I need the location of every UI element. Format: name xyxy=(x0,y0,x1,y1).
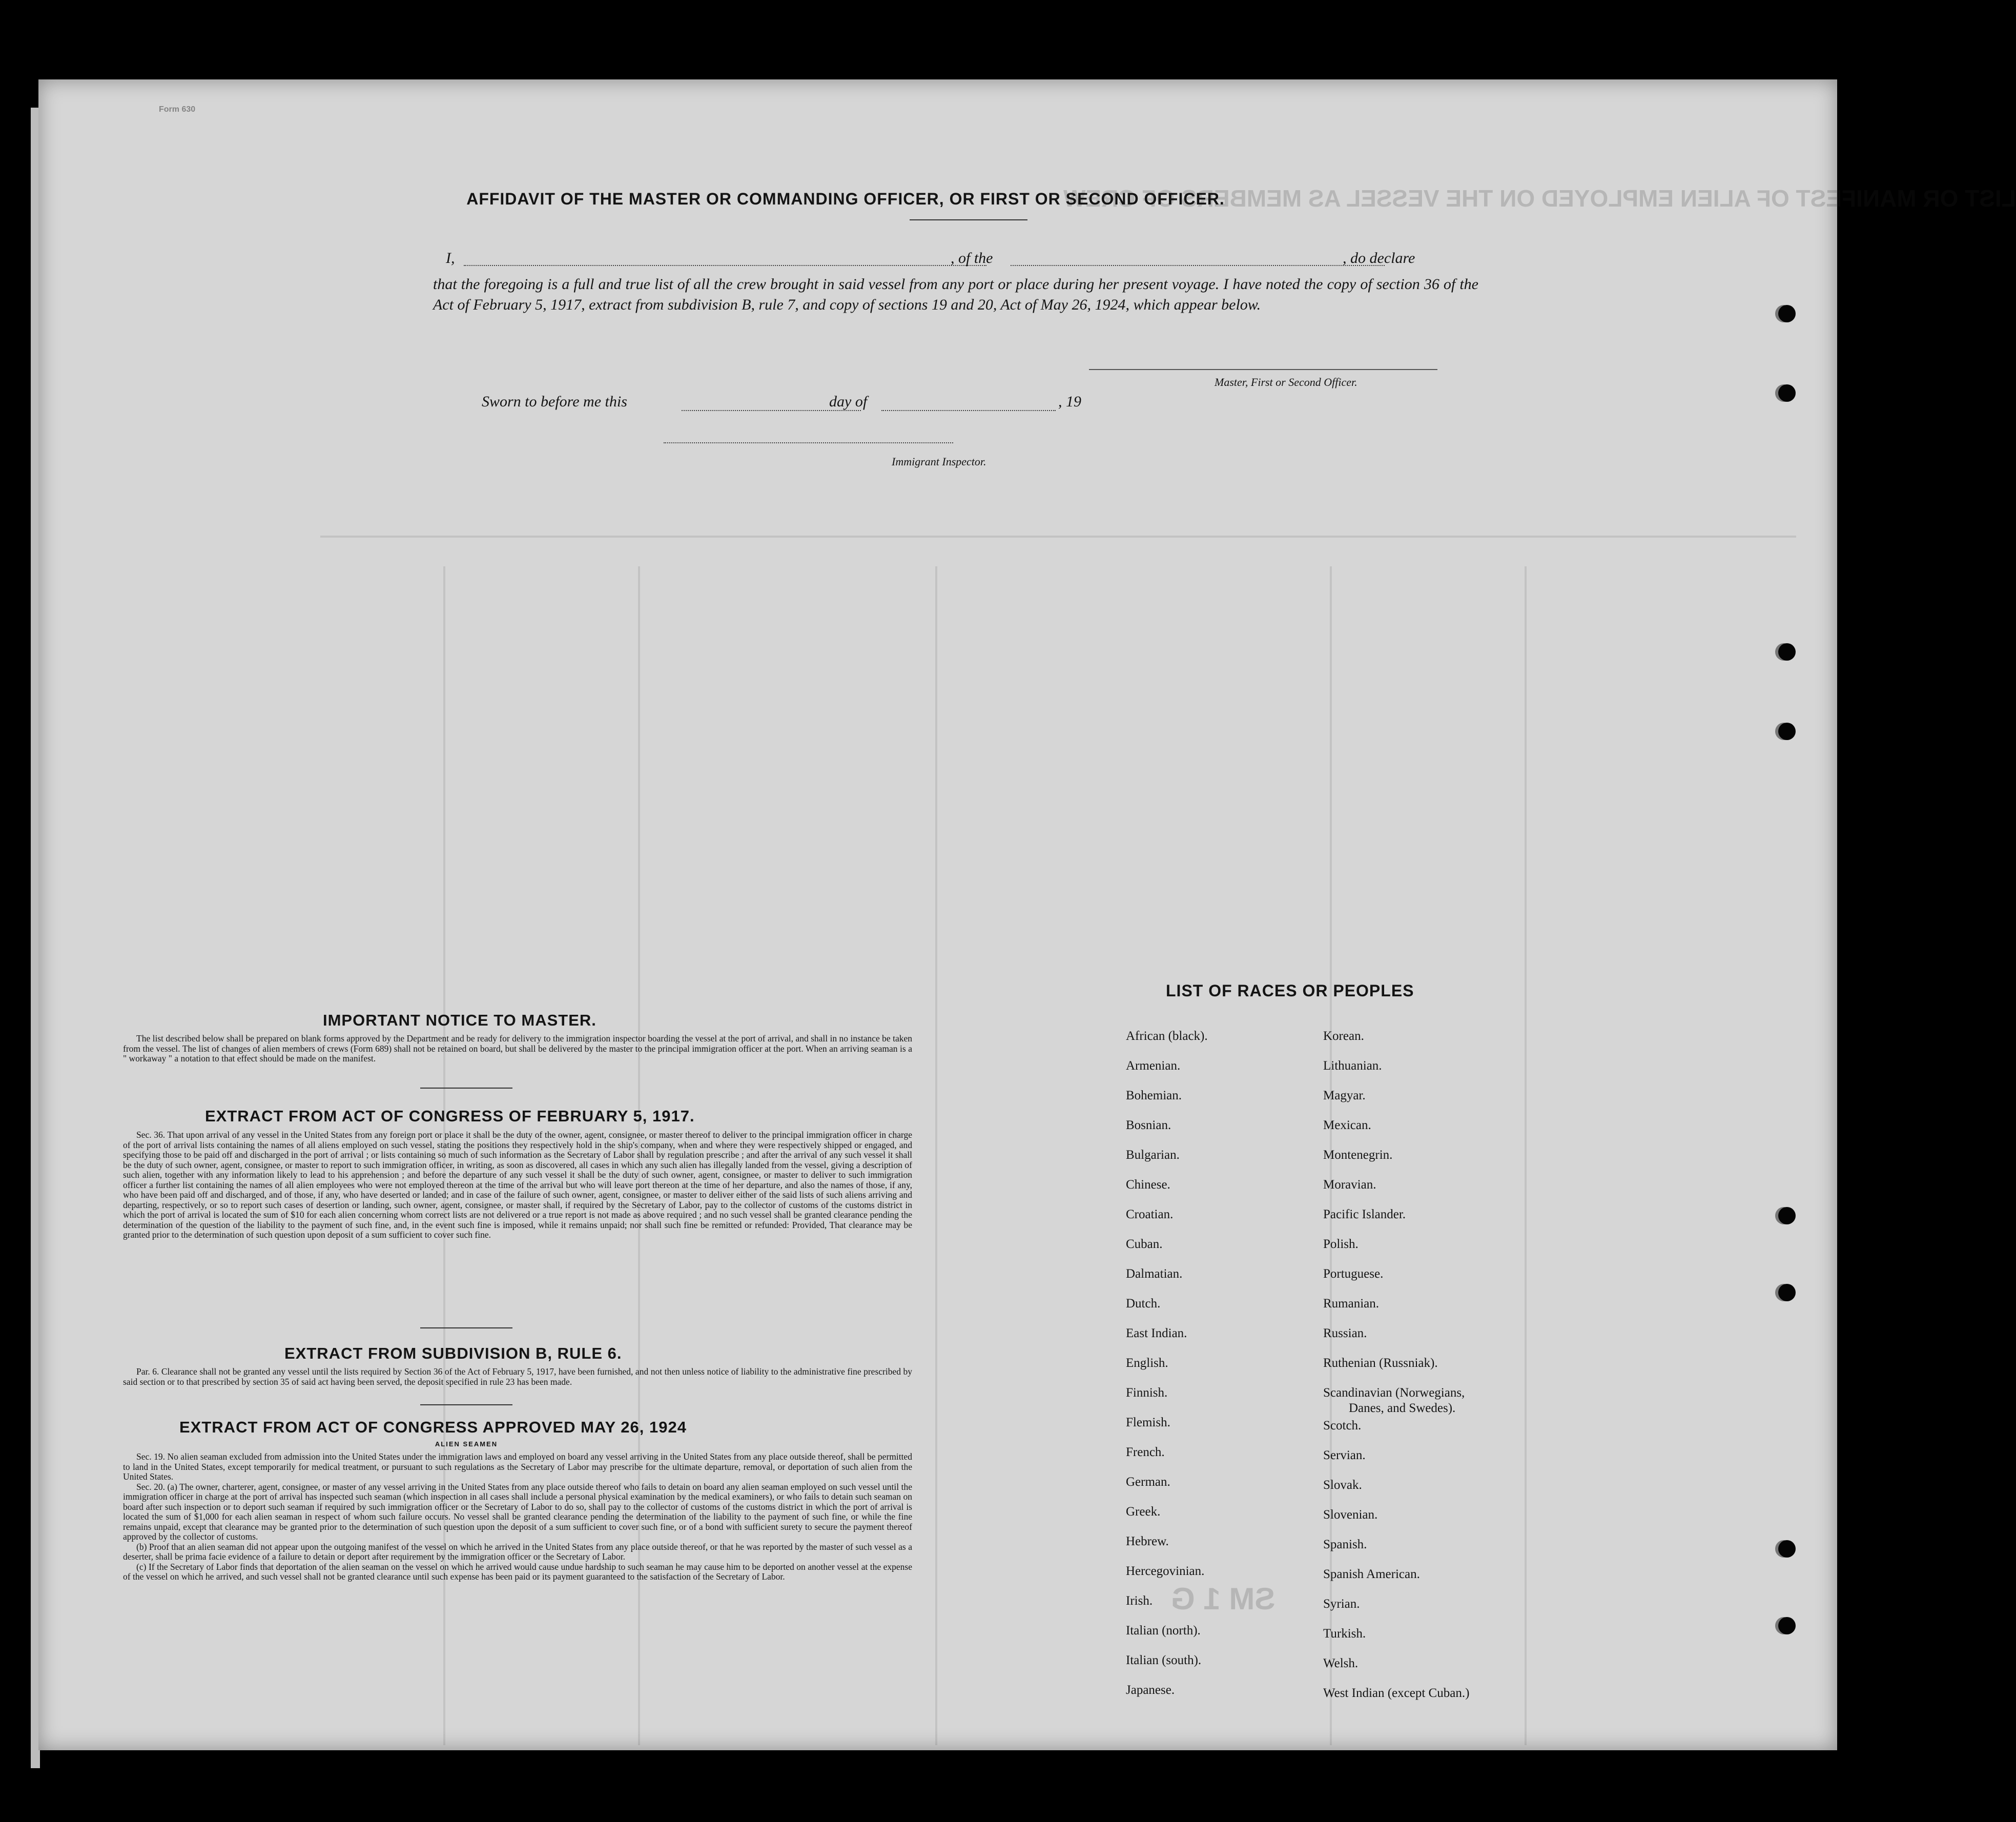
extract-rule6-rule xyxy=(420,1404,512,1405)
bleed-through-rule xyxy=(320,536,1796,538)
race-item: Montenegrin. xyxy=(1323,1148,1393,1162)
sworn-month-blank[interactable] xyxy=(881,410,1056,411)
bleed-through-column xyxy=(1525,566,1527,1745)
affidavit-line-declare: , do declare xyxy=(1343,250,1415,267)
race-item: Scotch. xyxy=(1323,1419,1362,1432)
inspector-signature-blank[interactable] xyxy=(664,442,953,443)
race-item: Magyar. xyxy=(1323,1089,1366,1102)
race-item: Portuguese. xyxy=(1323,1267,1384,1281)
sec-20c-paragraph: (c) If the Secretary of Labor finds that deportation of the alien seaman on the vessel on which he arrived would cause undue hardship to such seaman he may cause him to be deported on another vessel at the expense of the vessel on which he arrived, and such vessel shall not be granted clearance until such expense has been paid or its payment guaranteed to the satisfaction of the Secretary of Labor. xyxy=(123,1561,912,1582)
race-item: Italian (south). xyxy=(1126,1653,1202,1667)
race-item: Servian. xyxy=(1323,1448,1366,1462)
inspector-label: Immigrant Inspector. xyxy=(892,455,986,468)
race-item: Russian. xyxy=(1323,1326,1367,1340)
extract-1917-heading: EXTRACT FROM ACT OF CONGRESS OF FEBRUARY 5, 1917. xyxy=(205,1107,695,1125)
par-6-paragraph: Par. 6. Clearance shall not be granted any vessel until the lists required by Section 36 of the Act of February 5, 1917, have been furnished, and not then unless notice of liability to the administrative fine prescribed by said section or to that prescribed by section 35 of said act having been served, the deposit specified in rule 23 has been made. xyxy=(123,1366,912,1387)
sec-20a-paragraph: Sec. 20. (a) The owner, charterer, agent, consignee, or master of any vessel arriving in the United States from any place outside thereof who fails to detain on board any alien seaman employed on such vessel until the immigration officer in charge at the port of arrival has inspected such seaman (which inspection in all cases shall include a personal physical examination by the medical examiners), or who fails to detain such seaman on board after such inspection or to deport such seaman if required by such immigration officer or the Secretary of Labor to do so, shall pay to the collector of customs of the customs district in which the port of arrival is located the sum of $1,000 for each alien seaman in respect of whom such failure occurs. No vessel shall be granted clearance pending the determination of the liability to the payment of such fine, or while the fine remains unpaid, except that clearance may be granted prior to the determination of such question upon the deposit of a sum sufficient to cover such fine, or of a bond with sufficient surety to secure the payment thereof approved by the collector of customs. xyxy=(123,1481,912,1542)
signature-label: Master, First or Second Officer. xyxy=(1215,376,1357,388)
race-item: Rumanian. xyxy=(1323,1297,1380,1311)
race-item: Japanese. xyxy=(1126,1683,1175,1697)
name-blank[interactable] xyxy=(464,265,986,266)
form-number: Form 630 xyxy=(159,105,196,114)
race-item-line: Scandinavian (Norwegians, xyxy=(1323,1386,1465,1400)
extract-1924-text xyxy=(123,1452,912,1582)
punch-hole xyxy=(1778,305,1796,322)
extract-1924-heading: EXTRACT FROM ACT OF CONGRESS APPROVED MAY 26, 1924 xyxy=(179,1418,687,1436)
bleed-through-column xyxy=(935,566,937,1745)
race-item: Welsh. xyxy=(1323,1656,1359,1670)
notice-paragraph: The list described below shall be prepared on blank forms approved by the Department and be ready for delivery to the immigration inspector boarding the vessel at the port of arrival, and shall in no instance be taken from the vessel. The list of changes of alien members of crews (Form 689) shall not be retained on board, but shall be delivered by the master to the principal immigration officer at the port. When an arriving seaman is a " workaway " a notation to that effect should be made on the manifest. xyxy=(123,1033,912,1063)
sworn-prefix: Sworn to before me this xyxy=(482,393,627,410)
punch-hole xyxy=(1778,384,1796,402)
bleed-through-stamp: SM 1 G xyxy=(1171,1582,1276,1616)
punch-hole xyxy=(1778,723,1796,740)
notice-text xyxy=(123,1034,912,1064)
race-item: Turkish. xyxy=(1323,1627,1366,1641)
race-item: Slovak. xyxy=(1323,1478,1362,1492)
race-item: Slovenian. xyxy=(1323,1508,1378,1522)
race-item: Bohemian. xyxy=(1126,1089,1182,1102)
affidavit-body: that the foregoing is a full and true list of all the crew brought in said vessel from any port or place during her present voyage. I have noted the copy of section 36 of the Act of February 5, 1917, extract from subdivision B, rule 7, and copy of sections 19 and 20, Act of May 26, 1924, which appear below. xyxy=(433,276,1478,313)
notice-heading: IMPORTANT NOTICE TO MASTER. xyxy=(323,1011,596,1029)
notice-rule xyxy=(420,1088,512,1089)
extract-rule6-heading: EXTRACT FROM SUBDIVISION B, RULE 6. xyxy=(284,1344,622,1362)
affidavit-heading: AFFIDAVIT OF THE MASTER OR COMMANDING OFFICER, OR FIRST OR SECOND OFFICER. xyxy=(466,190,1225,208)
signature-line[interactable] xyxy=(1089,369,1437,370)
race-item: Croatian. xyxy=(1126,1207,1174,1221)
extract-rule6-text xyxy=(123,1367,912,1387)
race-item-scandinavian xyxy=(1323,1385,1469,1418)
sec-19-paragraph: Sec. 19. No alien seaman excluded from admission into the United States under the immigration laws and employed on board any vessel arriving in the United States from any place outside thereof, shall be permitted to land in the United States, except temporarily for medical treatment, or pursuant to such regulations as the Secretary of Labor may prescribe for the ultimate departure, removal, or deportation of such alien from the United States. xyxy=(123,1451,912,1482)
punch-hole xyxy=(1778,1617,1796,1634)
race-item: West Indian (except Cuban.) xyxy=(1323,1686,1470,1700)
bleed-through-title: LIST OR MANIFEST OF ALIEN EMPLOYED ON THE VESSEL AS MEMBERS OF CREW xyxy=(1063,185,2016,212)
races-heading: LIST OF RACES OR PEOPLES xyxy=(1166,981,1414,1000)
race-item: Flemish. xyxy=(1126,1416,1170,1429)
extract-1917-text xyxy=(123,1130,912,1240)
race-item: Chinese. xyxy=(1126,1178,1170,1192)
race-item: English. xyxy=(1126,1356,1168,1370)
race-item: Moravian. xyxy=(1323,1178,1376,1192)
affidavit-heading-rule xyxy=(910,219,1027,220)
race-item: Pacific Islander. xyxy=(1323,1207,1406,1221)
punch-hole xyxy=(1778,1540,1796,1558)
race-item: East Indian. xyxy=(1126,1326,1187,1340)
race-item: Finnish. xyxy=(1126,1386,1168,1400)
race-item: Lithuanian. xyxy=(1323,1059,1382,1073)
affidavit-line-of-the: , of the xyxy=(951,250,993,267)
sworn-day-label: day of xyxy=(829,393,868,410)
race-item: Syrian. xyxy=(1323,1597,1360,1611)
race-item: Greek. xyxy=(1126,1505,1161,1519)
race-item: German. xyxy=(1126,1475,1170,1489)
race-item: African (black). xyxy=(1126,1029,1208,1043)
race-item: Dalmatian. xyxy=(1126,1267,1183,1281)
race-item: Spanish American. xyxy=(1323,1567,1420,1581)
race-item: Italian (north). xyxy=(1126,1624,1201,1637)
race-item: Hebrew. xyxy=(1126,1534,1169,1548)
race-item: Mexican. xyxy=(1323,1118,1371,1132)
race-item: Cuban. xyxy=(1126,1237,1163,1251)
race-item: Bulgarian. xyxy=(1126,1148,1180,1162)
punch-hole xyxy=(1778,1284,1796,1301)
extract-1924-subheading: ALIEN SEAMEN xyxy=(435,1440,498,1448)
punch-hole xyxy=(1778,643,1796,661)
sworn-year-label: , 19 xyxy=(1058,393,1081,410)
races-right-column xyxy=(1323,1029,1469,1715)
race-item: Spanish. xyxy=(1323,1538,1367,1551)
race-item: Irish. xyxy=(1126,1594,1153,1608)
extract-1917-rule xyxy=(420,1327,512,1328)
document-sheet xyxy=(38,79,2016,1750)
race-item-line: Danes, and Swedes). xyxy=(1349,1401,1456,1415)
race-item: Polish. xyxy=(1323,1237,1359,1251)
affidavit-line-i: I, xyxy=(446,250,455,267)
vessel-blank[interactable] xyxy=(1011,265,1385,266)
race-item: Armenian. xyxy=(1126,1059,1181,1073)
punch-hole xyxy=(1778,1207,1796,1224)
race-item: Dutch. xyxy=(1126,1297,1161,1311)
sec-20b-paragraph: (b) Proof that an alien seaman did not appear upon the outgoing manifest of the vessel on which he arrived in the United States from any place outside thereof, or that he was reported by the master of such vessel as a deserter, shall be prima facie evidence of a failure to detain or deport after requirement by the immigration officer or the Secretary of Labor. xyxy=(123,1541,912,1562)
races-left-column xyxy=(1126,1029,1208,1712)
race-item: Bosnian. xyxy=(1126,1118,1171,1132)
race-item: Korean. xyxy=(1323,1029,1364,1043)
race-item: Hercegovinian. xyxy=(1126,1564,1205,1578)
race-item: French. xyxy=(1126,1445,1165,1459)
race-item: Ruthenian (Russniak). xyxy=(1323,1356,1438,1370)
sec-36-paragraph: Sec. 36. That upon arrival of any vessel in the United States from any foreign port or place it shall be the duty of the owner, agent, consignee, or master thereof to deliver to the principal immigration officer in charge of the port of arrival lists containing the names of all aliens employed on such vessel, stating the positions they respectively hold in the ship's company, when and where they were respectively shipped or engaged, and specifying those to be paid off and discharged in the port of arrival ; or lists containing so much of such information as the Secretary of Labor shall by regulation prescribe ; and after the arrival of any such vessel it shall be the duty of such owner, agent, consignee, or master to report to such immigration officer, in writing, as soon as discovered, all cases in which any such alien has illegally landed from the vessel, giving a description of such alien, together with any information likely to lead to his apprehension ; and before the departure of any such vessel it shall be the duty of such owner, agent, consignee, or master to deliver to such immigration officer a further list containing the names of all alien employees who were not employed thereon at the time of the arrival but who will leave port thereon at the time of her departure, and also the names of those, if any, who have been paid off and discharged, and of those, if any, who have deserted or landed; and in case of the failure of such owner, agent, consignee, or master to deliver either of the said lists of such aliens arriving and departing, respectively, or so to report such cases of desertion or landing, such owner, agent, consignee, or master shall, if required by the Secretary of Labor, pay to the collector of customs of the customs district in which the port of arrival is located the sum of $10 for each alien concerning whom correct lists are not delivered or a true report is not made as above required ; and no such vessel shall be granted clearance pending the determination of the question of the liability to the payment of such fine, and, in the event such fine is imposed, while it remains unpaid; nor shall such fine be remitted or refunded: Provided, That clearance may be granted prior to the determination of such question upon deposit of a sum sufficient to cover such fine. xyxy=(123,1130,912,1240)
